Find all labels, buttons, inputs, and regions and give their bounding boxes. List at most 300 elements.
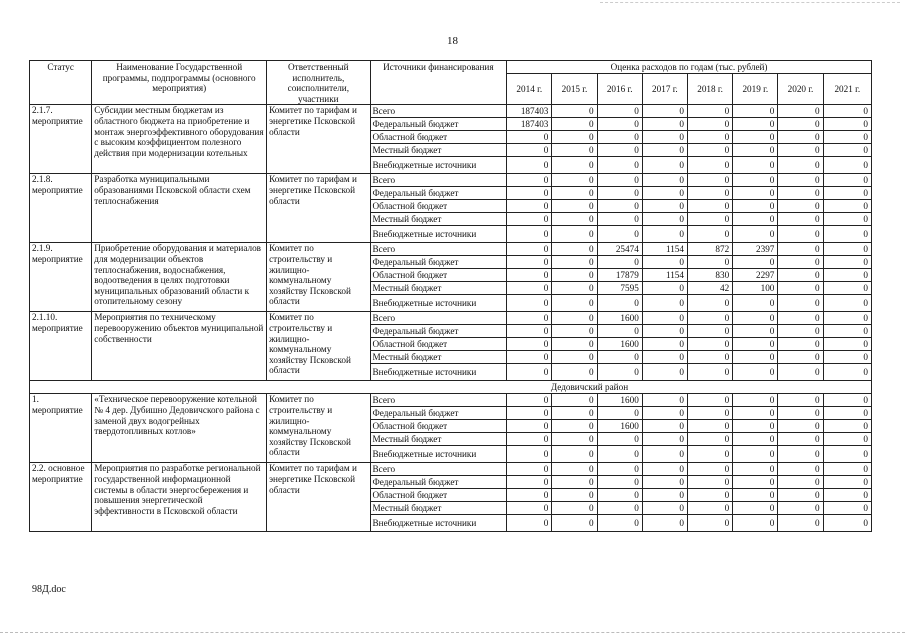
header-executor: Ответственный исполнитель, соисполнители, участники [267,61,370,105]
funding-source-cell: Областной бюджет [370,338,507,351]
value-cell: 0 [733,407,778,420]
funding-source-cell: Областной бюджет [370,420,507,433]
table-body [30,105,872,532]
value-cell: 0 [733,226,778,243]
value-cell: 0 [642,200,687,213]
header-costs: Оценка расходов по годам (тыс. рублей) [507,61,872,74]
executor-cell: Комитет по строительству и жилищно-коммунальному хозяйству Псковской области [267,394,370,463]
value-cell: 0 [642,157,687,174]
funding-source-cell: Всего [370,394,507,407]
value-cell: 0 [642,131,687,144]
value-cell: 0 [552,420,597,433]
table-row [30,105,872,118]
value-cell: 0 [823,433,871,446]
value-cell: 0 [823,446,871,463]
value-cell: 0 [507,174,552,187]
funding-source-cell: Федеральный бюджет [370,256,507,269]
value-cell: 0 [687,338,732,351]
value-cell: 0 [552,105,597,118]
value-cell: 0 [823,394,871,407]
value-cell: 0 [733,420,778,433]
value-cell: 0 [687,226,732,243]
status-cell: 2.1.7. мероприятие [30,105,92,174]
value-cell: 0 [642,144,687,157]
value-cell: 0 [823,515,871,532]
value-cell: 0 [507,144,552,157]
value-cell: 0 [642,325,687,338]
executor-cell: Комитет по строительству и жилищно-коммунальному хозяйству Псковской области [267,312,370,381]
value-cell: 0 [507,407,552,420]
value-cell: 0 [642,174,687,187]
value-cell: 0 [642,295,687,312]
value-cell: 1600 [597,338,642,351]
value-cell: 0 [642,489,687,502]
value-cell: 0 [642,187,687,200]
funding-source-cell: Всего [370,174,507,187]
value-cell: 0 [687,463,732,476]
funding-source-cell: Федеральный бюджет [370,407,507,420]
value-cell: 42 [687,282,732,295]
value-cell: 0 [778,282,823,295]
value-cell: 0 [823,131,871,144]
value-cell: 0 [687,515,732,532]
value-cell: 0 [642,282,687,295]
value-cell: 0 [552,407,597,420]
value-cell: 0 [507,295,552,312]
value-cell: 0 [778,187,823,200]
scan-artifact-top [600,2,900,3]
value-cell: 7595 [597,282,642,295]
value-cell: 0 [778,476,823,489]
value-cell: 0 [823,269,871,282]
value-cell: 0 [778,200,823,213]
district-title: Дедовичский район [30,381,872,394]
value-cell: 0 [552,433,597,446]
value-cell: 0 [552,243,597,256]
value-cell: 0 [733,144,778,157]
value-cell: 0 [552,476,597,489]
header-year: 2015 г. [552,74,597,105]
value-cell: 0 [642,118,687,131]
value-cell: 0 [733,394,778,407]
value-cell: 0 [687,131,732,144]
value-cell: 0 [597,515,642,532]
table-row [30,174,872,187]
value-cell: 0 [507,420,552,433]
value-cell: 0 [507,226,552,243]
value-cell: 0 [552,515,597,532]
value-cell: 0 [552,364,597,381]
value-cell: 0 [507,476,552,489]
header-year: 2017 г. [642,74,687,105]
value-cell: 0 [733,489,778,502]
value-cell: 0 [778,407,823,420]
value-cell: 0 [642,256,687,269]
value-cell: 0 [778,489,823,502]
value-cell: 0 [597,200,642,213]
value-cell: 0 [552,256,597,269]
value-cell: 0 [823,476,871,489]
funding-source-cell: Местный бюджет [370,282,507,295]
value-cell: 0 [823,174,871,187]
value-cell: 0 [778,157,823,174]
value-cell: 0 [823,502,871,515]
value-cell: 0 [778,394,823,407]
funding-source-cell: Всего [370,312,507,325]
value-cell: 0 [597,187,642,200]
header-year: 2018 г. [687,74,732,105]
value-cell: 0 [733,118,778,131]
value-cell: 100 [733,282,778,295]
value-cell: 0 [597,131,642,144]
district-row [30,381,872,394]
value-cell: 0 [778,243,823,256]
measure-name-cell: Приобретение оборудования и материалов для модернизации объектов теплоснабжения, водоснабжения, водоотведения в целях подготовки муниципальных образований области к отопительному сезону [92,243,267,312]
value-cell: 0 [778,256,823,269]
value-cell: 1154 [642,243,687,256]
value-cell: 0 [507,502,552,515]
value-cell: 1600 [597,394,642,407]
value-cell: 0 [778,213,823,226]
funding-source-cell: Всего [370,105,507,118]
funding-source-cell: Федеральный бюджет [370,476,507,489]
table-row [30,243,872,256]
value-cell: 0 [687,502,732,515]
value-cell: 0 [733,515,778,532]
value-cell: 0 [687,105,732,118]
value-cell: 0 [507,351,552,364]
status-cell: 2.2. основное мероприятие [30,463,92,532]
value-cell: 0 [778,420,823,433]
value-cell: 0 [687,364,732,381]
funding-source-cell: Всего [370,463,507,476]
value-cell: 0 [597,489,642,502]
value-cell: 0 [552,118,597,131]
value-cell: 0 [597,502,642,515]
value-cell: 0 [733,105,778,118]
value-cell: 0 [552,463,597,476]
value-cell: 0 [507,463,552,476]
header-sources: Источники финансирования [370,61,507,105]
funding-source-cell: Всего [370,243,507,256]
value-cell: 0 [597,157,642,174]
value-cell: 0 [687,394,732,407]
value-cell: 0 [552,157,597,174]
value-cell: 0 [823,407,871,420]
value-cell: 0 [778,446,823,463]
value-cell: 0 [507,131,552,144]
table-header [30,61,872,105]
value-cell: 0 [778,144,823,157]
executor-cell: Комитет по строительству и жилищно-коммунальному хозяйству Псковской области [267,243,370,312]
value-cell: 0 [642,338,687,351]
value-cell: 0 [733,364,778,381]
value-cell: 0 [642,446,687,463]
value-cell: 0 [507,256,552,269]
value-cell: 0 [778,338,823,351]
value-cell: 0 [823,325,871,338]
value-cell: 872 [687,243,732,256]
value-cell: 0 [597,256,642,269]
status-cell: 1. мероприятие [30,394,92,463]
value-cell: 0 [687,476,732,489]
funding-source-cell: Местный бюджет [370,144,507,157]
value-cell: 0 [687,351,732,364]
value-cell: 0 [552,269,597,282]
funding-source-cell: Внебюджетные источники [370,157,507,174]
value-cell: 0 [597,433,642,446]
value-cell: 0 [823,213,871,226]
header-year: 2019 г. [733,74,778,105]
value-cell: 0 [687,295,732,312]
value-cell: 0 [823,105,871,118]
value-cell: 0 [642,394,687,407]
value-cell: 0 [507,446,552,463]
value-cell: 0 [733,256,778,269]
measure-name-cell: Мероприятия по техническому перевооружению объектов муниципальной собственности [92,312,267,381]
value-cell: 0 [733,446,778,463]
value-cell: 0 [507,489,552,502]
value-cell: 0 [687,312,732,325]
value-cell: 0 [507,213,552,226]
value-cell: 0 [552,489,597,502]
value-cell: 0 [778,118,823,131]
value-cell: 0 [507,269,552,282]
value-cell: 0 [687,256,732,269]
table-row [30,394,872,407]
value-cell: 2397 [733,243,778,256]
value-cell: 0 [597,463,642,476]
value-cell: 0 [597,325,642,338]
value-cell: 0 [552,325,597,338]
header-year: 2014 г. [507,74,552,105]
value-cell: 25474 [597,243,642,256]
value-cell: 0 [733,295,778,312]
funding-source-cell: Внебюджетные источники [370,364,507,381]
value-cell: 0 [597,226,642,243]
value-cell: 0 [733,433,778,446]
value-cell: 2297 [733,269,778,282]
value-cell: 0 [778,433,823,446]
funding-source-cell: Местный бюджет [370,433,507,446]
value-cell: 0 [552,394,597,407]
executor-cell: Комитет по тарифам и энергетике Псковской области [267,105,370,174]
value-cell: 0 [778,226,823,243]
value-cell: 0 [642,312,687,325]
value-cell: 0 [642,351,687,364]
value-cell: 0 [552,312,597,325]
value-cell: 0 [823,282,871,295]
value-cell: 0 [687,144,732,157]
value-cell: 0 [552,282,597,295]
value-cell: 0 [778,502,823,515]
header-year: 2021 г. [823,74,871,105]
measure-name-cell: Субсидии местным бюджетам из областного бюджета на приобретение и монтаж энергоэффективного оборудования с высоким коэффициентом полезного действия при модернизации котельных [92,105,267,174]
value-cell: 0 [733,351,778,364]
value-cell: 0 [823,226,871,243]
value-cell: 0 [687,489,732,502]
value-cell: 0 [507,394,552,407]
value-cell: 0 [507,515,552,532]
value-cell: 0 [823,256,871,269]
value-cell: 0 [552,174,597,187]
value-cell: 0 [823,118,871,131]
value-cell: 0 [778,174,823,187]
value-cell: 0 [823,463,871,476]
value-cell: 0 [733,338,778,351]
value-cell: 0 [778,515,823,532]
executor-cell: Комитет по тарифам и энергетике Псковской области [267,174,370,243]
value-cell: 0 [507,325,552,338]
measure-name-cell: «Техническое перевооружение котельной № 4 дер. Дубишно Дедовичского района с заменой двух водогрейных твердотопливных котлов» [92,394,267,463]
value-cell: 0 [642,420,687,433]
value-cell: 0 [778,351,823,364]
funding-source-cell: Федеральный бюджет [370,187,507,200]
value-cell: 0 [778,131,823,144]
value-cell: 0 [778,269,823,282]
value-cell: 0 [778,105,823,118]
funding-source-cell: Областной бюджет [370,489,507,502]
value-cell: 0 [687,433,732,446]
value-cell: 0 [507,338,552,351]
value-cell: 0 [733,476,778,489]
value-cell: 0 [597,476,642,489]
value-cell: 830 [687,269,732,282]
value-cell: 0 [687,187,732,200]
budget-table [29,60,872,532]
value-cell: 1600 [597,312,642,325]
value-cell: 0 [823,157,871,174]
value-cell: 0 [823,364,871,381]
value-cell: 0 [507,187,552,200]
value-cell: 187403 [507,118,552,131]
value-cell: 0 [733,157,778,174]
value-cell: 0 [733,200,778,213]
funding-source-cell: Областной бюджет [370,131,507,144]
document-filename: 98Д.doc [32,584,66,595]
value-cell: 0 [642,433,687,446]
value-cell: 0 [823,144,871,157]
executor-cell: Комитет по тарифам и энергетике Псковской области [267,463,370,532]
value-cell: 0 [507,200,552,213]
table-row [30,312,872,325]
measure-name-cell: Разработка муниципальными образованиями Псковской области схем теплоснабжения [92,174,267,243]
value-cell: 0 [823,351,871,364]
value-cell: 0 [642,515,687,532]
status-cell: 2.1.10. мероприятие [30,312,92,381]
value-cell: 1600 [597,420,642,433]
funding-source-cell: Внебюджетные источники [370,515,507,532]
funding-source-cell: Внебюджетные источники [370,295,507,312]
value-cell: 187403 [507,105,552,118]
value-cell: 0 [552,226,597,243]
funding-source-cell: Местный бюджет [370,213,507,226]
header-year: 2020 г. [778,74,823,105]
value-cell: 0 [507,433,552,446]
value-cell: 0 [507,157,552,174]
value-cell: 1154 [642,269,687,282]
funding-source-cell: Федеральный бюджет [370,325,507,338]
value-cell: 0 [823,489,871,502]
scan-artifact-bottom [0,632,905,633]
value-cell: 0 [733,463,778,476]
value-cell: 0 [823,338,871,351]
value-cell: 0 [552,131,597,144]
header-status: Статус [30,61,92,105]
value-cell: 0 [552,295,597,312]
funding-source-cell: Областной бюджет [370,269,507,282]
header-year: 2016 г. [597,74,642,105]
value-cell: 0 [597,295,642,312]
value-cell: 0 [687,118,732,131]
value-cell: 0 [642,476,687,489]
value-cell: 0 [687,325,732,338]
value-cell: 0 [823,243,871,256]
value-cell: 0 [597,213,642,226]
value-cell: 0 [733,502,778,515]
value-cell: 0 [552,144,597,157]
value-cell: 0 [778,463,823,476]
value-cell: 0 [642,105,687,118]
funding-source-cell: Местный бюджет [370,351,507,364]
value-cell: 0 [552,338,597,351]
value-cell: 0 [507,312,552,325]
table-row [30,463,872,476]
value-cell: 0 [733,174,778,187]
value-cell: 0 [823,187,871,200]
value-cell: 0 [733,312,778,325]
value-cell: 0 [597,446,642,463]
status-cell: 2.1.8. мероприятие [30,174,92,243]
funding-source-cell: Федеральный бюджет [370,118,507,131]
funding-source-cell: Областной бюджет [370,200,507,213]
value-cell: 0 [597,105,642,118]
value-cell: 0 [733,187,778,200]
value-cell: 0 [687,213,732,226]
value-cell: 0 [687,446,732,463]
funding-source-cell: Внебюджетные источники [370,226,507,243]
value-cell: 0 [823,295,871,312]
value-cell: 0 [823,420,871,433]
value-cell: 0 [507,243,552,256]
value-cell: 0 [597,118,642,131]
value-cell: 0 [642,502,687,515]
value-cell: 0 [823,200,871,213]
value-cell: 0 [733,131,778,144]
value-cell: 0 [597,174,642,187]
value-cell: 0 [687,200,732,213]
value-cell: 0 [733,325,778,338]
value-cell: 0 [778,364,823,381]
value-cell: 0 [823,312,871,325]
value-cell: 0 [687,407,732,420]
value-cell: 0 [597,364,642,381]
value-cell: 0 [552,213,597,226]
funding-source-cell: Местный бюджет [370,502,507,515]
value-cell: 0 [507,364,552,381]
value-cell: 0 [687,174,732,187]
value-cell: 0 [778,295,823,312]
value-cell: 0 [552,187,597,200]
value-cell: 0 [552,351,597,364]
value-cell: 0 [552,200,597,213]
value-cell: 0 [597,351,642,364]
value-cell: 0 [687,420,732,433]
value-cell: 0 [687,157,732,174]
value-cell: 0 [507,282,552,295]
value-cell: 0 [642,364,687,381]
measure-name-cell: Мероприятия по разработке региональной государственной информационной системы в области энергосбережения и повышения энергетической эффективности в Псковской области [92,463,267,532]
